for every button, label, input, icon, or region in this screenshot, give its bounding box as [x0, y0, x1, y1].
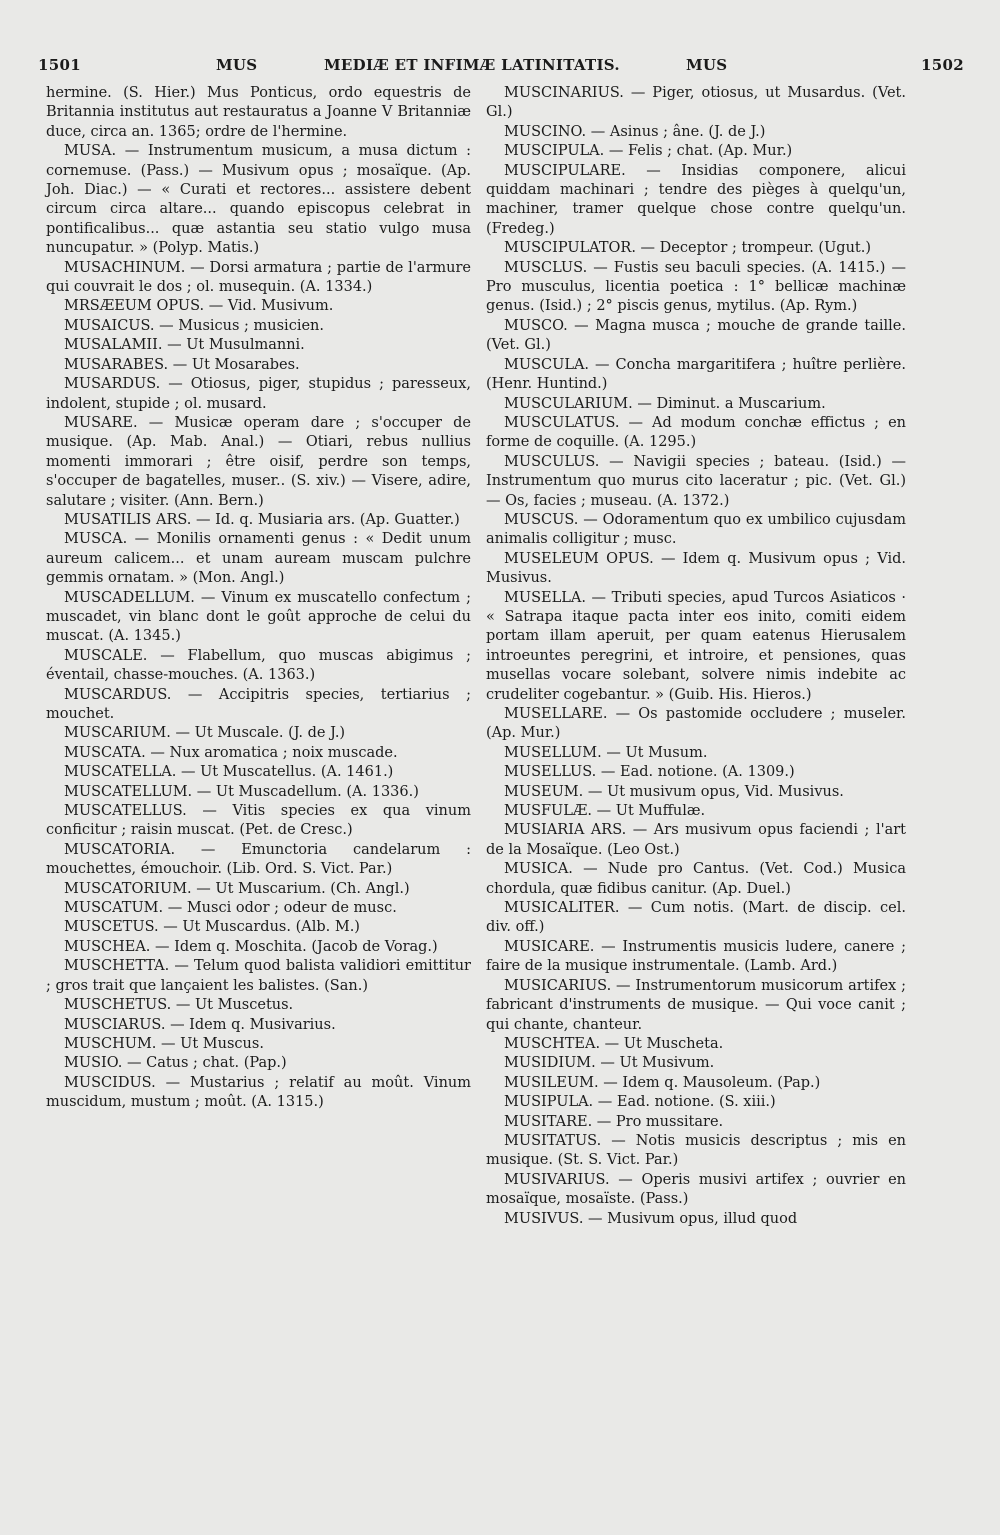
dictionary-entry: MUSCATUM. — Musci odor ; odeur de musc.	[64, 900, 397, 917]
dictionary-entry: MUSCARIUM. — Ut Muscale. (J. de J.)	[64, 725, 346, 742]
dictionary-entry: MUSCO. — Magna musca ; mouche de grande taille. (Vet. Gl.)	[486, 317, 906, 354]
dictionary-entry: MUSCADELLUM. — Vinum ex muscatello confectum ; muscadet, vin blanc dont le goût approche de celui du muscat. (A. 1345.)	[46, 589, 471, 645]
dictionary-entry: MUSCATORIA. — Emunctoria candelarum : mouchettes, émouchoir. (Lib. Ord. S. Vict. Par.)	[46, 841, 471, 878]
dictionary-entry: MUSICA. — Nude pro Cantus. (Vet. Cod.) Musica chordula, quæ fidibus canitur. (Ap. Duel.)	[486, 861, 906, 897]
dictionary-entry: MUSEUM. — Ut musivum opus, Vid. Musivus.	[504, 783, 844, 800]
dictionary-entry: MUSFULÆ. — Ut Muffulæ.	[504, 803, 706, 820]
dictionary-entry: MUSCATELLUM. — Ut Muscadellum. (A. 1336.)	[64, 783, 419, 800]
dictionary-entry: MUSATILIS ARS. — Id. q. Musiaria ars. (Ap. Guatter.)	[64, 511, 460, 528]
dictionary-entry: MUSCULARIUM. — Diminut. a Muscarium.	[504, 395, 826, 412]
dictionary-entry: MUSITATUS. — Notis musicis descriptus ; mis en musique. (St. S. Vict. Par.)	[486, 1132, 906, 1169]
dictionary-entry: MUSICALITER. — Cum notis. (Mart. de discip. cel. div. off.)	[486, 900, 906, 936]
dictionary-entry: MUSCATA. — Nux aromatica ; noix muscade.	[64, 744, 398, 761]
dictionary-entry: MUSCIPULA. — Felis ; chat. (Ap. Mur.)	[504, 143, 793, 160]
dictionary-entry: MUSIVARIUS. — Operis musivi artifex ; ouvrier en mosaïque, mosaïste. (Pass.)	[486, 1171, 906, 1208]
dictionary-entry: MUSCARDUS. — Accipitris species, tertiarius ; mouchet.	[46, 686, 471, 722]
dictionary-entry: MUSIVUS. — Musivum opus, illud quod	[504, 1210, 798, 1227]
dictionary-entry: MUSCULATUS. — Ad modum conchæ effictus ; en forme de coquille. (A. 1295.)	[486, 414, 906, 451]
running-title: MEDIÆ ET INFIMÆ LATINITATIS.	[324, 56, 620, 74]
dictionary-entry: MUSCHEA. — Idem q. Moschita. (Jacob de Vorag.)	[64, 938, 438, 955]
dictionary-entry: MUSELLUM. — Ut Musum.	[504, 744, 708, 761]
dictionary-entry: MUSCHTEA. — Ut Muscheta.	[504, 1035, 724, 1052]
dictionary-entry: MUSCA. — Monilis ornamenti genus : « Dedit unum aureum calicem... et unam auream muscam pulchre gemmis ornatam. » (Mon. Angl.)	[46, 531, 471, 587]
dictionary-entry: MUSICARIUS. — Instrumentorum musicorum artifex ; fabricant d'instruments de musique. — Qui voce canit ; qui chante, chanteur.	[486, 977, 906, 1033]
dictionary-entry: MUSITARE. — Pro mussitare.	[504, 1113, 724, 1130]
dictionary-entry: MUSCATELLUS. — Vitis species ex qua vinum conficitur ; raisin muscat. (Pet. de Cresc.)	[46, 803, 471, 839]
dictionary-entry: MUSCINO. — Asinus ; âne. (J. de J.)	[504, 123, 766, 140]
dictionary-entry: MUSIDIUM. — Ut Musivum.	[504, 1055, 715, 1072]
dictionary-entry: MUSCINARIUS. — Piger, otiosus, ut Musardus. (Vet. Gl.)	[486, 85, 906, 121]
dictionary-entry: MUSCATORIUM. — Ut Muscarium. (Ch. Angl.)	[64, 880, 410, 897]
dictionary-entry: MRSÆEUM OPUS. — Vid. Musivum.	[64, 298, 334, 315]
dictionary-entry: MUSA. — Instrumentum musicum, a musa dictum : cornemuse. (Pass.) — Musivum opus ; mosaïque. (Ap. Joh. Diac.) — « Curati et rectores... assistere debent circum circa altare... quando episcopus celebrat in pontificalibus... quæ astantia seu statio vulgo musa nuncupatur. » (Polyp. Matis.)	[46, 143, 471, 257]
dictionary-entry: MUSARDUS. — Otiosus, piger, stupidus ; paresseux, indolent, stupide ; ol. musard.	[46, 376, 471, 412]
dictionary-entry: MUSCALE. — Flabellum, quo muscas abigimus ; éventail, chasse-mouches. (A. 1363.)	[46, 647, 471, 684]
dictionary-entry: MUSELEUM OPUS. — Idem q. Musivum opus ; Vid. Musivus.	[486, 550, 906, 587]
right-page-number: 1502	[921, 56, 964, 74]
dictionary-entry: MUSCULUS. — Navigii species ; bateau. (Isid.) — Instrumentum quo murus cito laceratur ; pic. (Vet. Gl.) — Os, facies ; museau. (A. 1372.)	[486, 453, 906, 509]
dictionary-entry: MUSACHINUM. — Dorsi armatura ; partie de l'armure qui couvrait le dos ; ol. musequin. (A. 1334.)	[46, 259, 471, 296]
left-column	[46, 84, 471, 1113]
dictionary-entry: MUSCIARUS. — Idem q. Musivarius.	[64, 1016, 336, 1033]
dictionary-entry: MUSARABES. — Ut Mosarabes.	[64, 356, 300, 373]
dictionary-entry: MUSELLARE. — Os pastomide occludere ; museler. (Ap. Mur.)	[486, 706, 906, 742]
dictionary-entry: MUSCLUS. — Fustis seu baculi species. (A. 1415.) — Pro musculus, licentia poetica : 1° bellicæ machinæ genus. (Isid.) ; 2° piscis genus, mytilus. (Ap. Rym.)	[486, 259, 906, 315]
dictionary-entry: MUSCUS. — Odoramentum quo ex umbilico cujusdam animalis colligitur ; musc.	[486, 511, 906, 548]
dictionary-entry: MUSCHUM. — Ut Muscus.	[64, 1035, 264, 1052]
dictionary-entry: MUSALAMII. — Ut Musulmanni.	[64, 337, 305, 354]
dictionary-entry: MUSAICUS. — Musicus ; musicien.	[64, 317, 324, 334]
right-column	[486, 84, 906, 1229]
dictionary-entry: MUSELLA. — Tributi species, apud Turcos Asiaticos · « Satrapa itaque pacta inter eos inito, comiti eidem portam illam aperuit, per quam eatenus Hierusalem introeuntes peregrini, et introire, et pensiones, quas musellas vocare solebant, solvere nimis indebite ac crudeliter cogebantur. » (Guib. His. Hieros.)	[486, 589, 906, 703]
dictionary-entry: MUSIARIA ARS. — Ars musivum opus faciendi ; l'art de la Mosaïque. (Leo Ost.)	[486, 822, 906, 858]
dictionary-entry: MUSCATELLA. — Ut Muscatellus. (A. 1461.)	[64, 764, 394, 781]
dictionary-entry: MUSCIDUS. — Mustarius ; relatif au moût. Vinum muscidum, mustum ; moût. (A. 1315.)	[46, 1074, 471, 1111]
dictionary-entry: MUSICARE. — Instrumentis musicis ludere, canere ; faire de la musique instrumentale. (Lamb. Ard.)	[486, 938, 906, 975]
dictionary-entry: MUSARE. — Musicæ operam dare ; s'occuper de musique. (Ap. Mab. Anal.) — Otiari, rebus nullius momenti immorari ; être oisif, perdre son temps, s'occuper de bagatelles, muser.. (S. xiv.) — Visere, adire, salutare ; visiter. (Ann. Bern.)	[46, 414, 471, 509]
dictionary-entry: MUSCIPULARE. — Insidias componere, alicui quiddam machinari ; tendre des pièges à quelqu'un, machiner, tramer quelque chose contre quelqu'un. (Fredeg.)	[486, 162, 906, 237]
dictionary-entry: MUSCETUS. — Ut Muscardus. (Alb. M.)	[64, 919, 360, 936]
dictionary-entry: hermine. (S. Hier.) Mus Ponticus, ordo equestris de Britannia institutus aut restauratus a Joanne V Britanniæ duce, circa an. 1365; ordre de l'hermine.	[46, 85, 471, 140]
dictionary-entry: MUSCIPULATOR. — Deceptor ; trompeur. (Ugut.)	[504, 240, 872, 257]
left-page-number: 1501	[38, 56, 81, 74]
dictionary-entry: MUSIPULA. — Ead. notione. (S. xiii.)	[504, 1094, 776, 1111]
left-guide-word: MUS	[216, 56, 258, 74]
dictionary-entry: MUSIO. — Catus ; chat. (Pap.)	[64, 1055, 287, 1072]
dictionary-entry: MUSCHETUS. — Ut Muscetus.	[64, 997, 294, 1014]
running-header	[38, 56, 964, 80]
dictionary-entry: MUSILEUM. — Idem q. Mausoleum. (Pap.)	[504, 1074, 821, 1091]
dictionary-entry: MUSCULA. — Concha margaritifera ; huître perlière. (Henr. Huntind.)	[486, 356, 906, 393]
dictionary-entry: MUSCHETTA. — Telum quod balista validiori emittitur ; gros trait que lançaient les balistes. (San.)	[46, 958, 471, 994]
dictionary-entry: MUSELLUS. — Ead. notione. (A. 1309.)	[504, 764, 795, 781]
right-guide-word: MUS	[686, 56, 728, 74]
